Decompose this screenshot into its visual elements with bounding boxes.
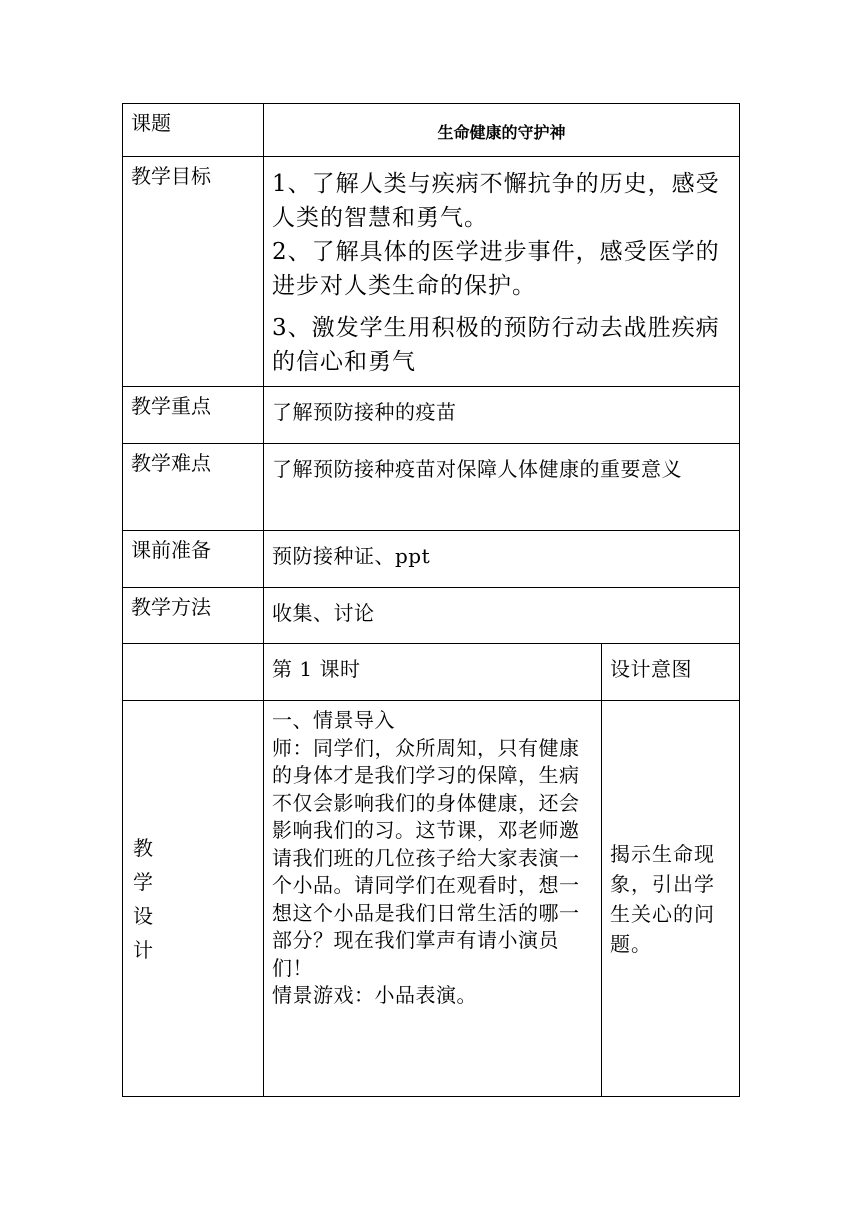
row-key-point xyxy=(123,387,740,444)
design-label xyxy=(123,701,264,1097)
row-lesson-header xyxy=(123,644,740,701)
design-label-char: 计 xyxy=(133,937,153,962)
design-label-char: 设 xyxy=(133,903,153,928)
design-label-char: 学 xyxy=(133,869,153,894)
topic-label: 课题 xyxy=(123,104,264,157)
key-point-label: 教学重点 xyxy=(123,387,264,444)
goal-item: 2、了解具体的医学进步事件，感受医学的进步对人类生命的保护。 xyxy=(272,239,720,299)
difficulty-label: 教学难点 xyxy=(123,444,264,531)
design-label-char: 教 xyxy=(133,835,153,860)
design-intent: 揭示生命现象，引出学生关心的问题。 xyxy=(602,701,740,1097)
prep-label: 课前准备 xyxy=(123,531,264,588)
row-prep xyxy=(123,531,740,588)
row-goals xyxy=(123,157,740,387)
row-method xyxy=(123,588,740,644)
lesson-plan-table xyxy=(122,103,740,1097)
empty-cell xyxy=(123,644,264,701)
goal-item: 3、激发学生用积极的预防行动去战胜疾病的信心和勇气 xyxy=(272,315,720,375)
prep-value: 预防接种证、ppt xyxy=(264,531,740,588)
row-design xyxy=(123,701,740,1097)
design-line: 一、情景导入 xyxy=(272,708,395,732)
design-line: 情景游戏：小品表演。 xyxy=(272,983,477,1007)
difficulty-value: 了解预防接种疫苗对保障人体健康的重要意义 xyxy=(264,444,740,531)
row-topic xyxy=(123,104,740,157)
intent-header: 设计意图 xyxy=(602,644,740,701)
row-difficulty xyxy=(123,444,740,531)
design-line: 师：同学们，众所周知，只有健康的身体才是我们学习的保障，生病不仅会影响我们的身体健康，还会影响我们的习。这节课，邓老师邀请我们班的几位孩子给大家表演一个小品。请同学们在观看时，想一想这个小品是我们日常生活的哪一部分？现在我们掌声有请小演员们！ xyxy=(272,735,580,980)
goal-item: 1、了解人类与疾病不懈抗争的历史，感受人类的智慧和勇气。 xyxy=(272,171,720,231)
topic-title: 生命健康的守护神 xyxy=(264,104,740,157)
lesson-number: 第 1 课时 xyxy=(264,644,602,701)
method-label: 教学方法 xyxy=(123,588,264,644)
design-content xyxy=(264,701,602,1097)
goals-label: 教学目标 xyxy=(123,157,264,387)
goals-cell xyxy=(264,157,740,387)
key-point-value: 了解预防接种的疫苗 xyxy=(264,387,740,444)
method-value: 收集、讨论 xyxy=(264,588,740,644)
